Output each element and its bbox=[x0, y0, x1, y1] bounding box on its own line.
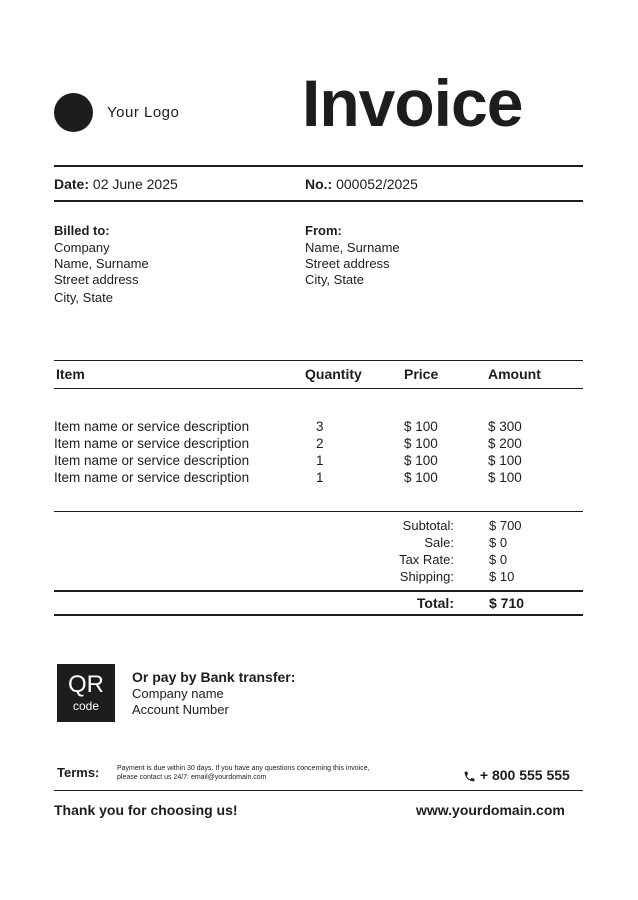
from-line: Street address bbox=[305, 256, 390, 271]
qr-code-subtext: code bbox=[72, 699, 100, 713]
table-cell-price: $ 100 bbox=[404, 419, 438, 434]
terms-label: Terms: bbox=[57, 765, 100, 780]
column-header-quantity: Quantity bbox=[305, 366, 362, 382]
table-cell-amount: $ 100 bbox=[488, 470, 522, 485]
column-header-price: Price bbox=[404, 366, 439, 382]
table-cell-item: Item name or service description bbox=[54, 470, 250, 485]
qr-code-text: QR bbox=[68, 671, 104, 698]
phone-contact bbox=[463, 767, 570, 783]
table-cell-amount: $ 200 bbox=[488, 436, 522, 451]
bank-transfer-heading: Or pay by Bank transfer: bbox=[132, 669, 296, 685]
price-column bbox=[404, 418, 438, 486]
totals-values bbox=[489, 517, 522, 585]
logo-circle bbox=[54, 93, 93, 132]
divider-meta-bottom bbox=[54, 200, 583, 202]
thank-you-text: Thank you for choosing us! bbox=[54, 802, 238, 818]
billed-to-label: Billed to: bbox=[54, 223, 110, 238]
table-cell-item: Item name or service description bbox=[54, 419, 250, 434]
number-value: 000052/2025 bbox=[336, 176, 418, 192]
totals-labels bbox=[334, 517, 454, 585]
column-header-amount: Amount bbox=[488, 366, 541, 382]
bank-transfer-block bbox=[132, 668, 295, 718]
number-label: No.: bbox=[305, 176, 333, 192]
billed-to-line: City, State bbox=[54, 290, 114, 305]
table-cell-qty: 3 bbox=[316, 419, 324, 434]
billed-to-block bbox=[54, 222, 149, 306]
table-header-bottom-rule bbox=[54, 388, 583, 389]
subtotal-value: $ 700 bbox=[489, 518, 522, 533]
total-label: Total: bbox=[416, 595, 454, 611]
tax-rate-label: Tax Rate: bbox=[399, 552, 454, 567]
website-link[interactable]: www.yourdomain.com bbox=[416, 802, 565, 818]
billed-to-line: Name, Surname bbox=[54, 256, 149, 271]
from-label: From: bbox=[305, 223, 342, 238]
from-line: Name, Surname bbox=[305, 240, 400, 255]
total-value: $ 710 bbox=[489, 595, 525, 611]
date-label: Date: bbox=[54, 176, 90, 192]
table-cell-price: $ 100 bbox=[404, 453, 438, 468]
subtotal-label: Subtotal: bbox=[402, 518, 454, 533]
total-bottom-rule bbox=[54, 614, 583, 616]
item-column bbox=[54, 418, 324, 486]
phone-icon bbox=[463, 770, 476, 783]
table-cell-price: $ 100 bbox=[404, 470, 438, 485]
date-row bbox=[54, 176, 178, 192]
bank-company-name: Company name bbox=[132, 686, 224, 701]
table-cell-qty: 1 bbox=[316, 453, 324, 468]
totals-top-rule bbox=[54, 511, 583, 512]
sale-label: Sale: bbox=[424, 535, 454, 550]
billed-to-line: Street address bbox=[54, 272, 139, 287]
table-cell-qty: 2 bbox=[316, 436, 324, 451]
column-header-item: Item bbox=[56, 366, 85, 382]
invoice-title: Invoice bbox=[302, 66, 523, 140]
from-line: City, State bbox=[305, 272, 365, 287]
number-row bbox=[305, 176, 418, 192]
total-top-rule bbox=[54, 590, 583, 592]
quantity-column bbox=[316, 418, 324, 486]
amount-column bbox=[488, 418, 522, 486]
phone-number: + 800 555 555 bbox=[479, 767, 570, 783]
shipping-value: $ 10 bbox=[489, 569, 515, 584]
table-cell-qty: 1 bbox=[316, 470, 324, 485]
terms-text bbox=[117, 764, 370, 782]
divider-top bbox=[54, 165, 583, 167]
billed-to-line: Company bbox=[54, 240, 110, 255]
table-cell-amount: $ 100 bbox=[488, 453, 522, 468]
table-cell-price: $ 100 bbox=[404, 436, 438, 451]
table-cell-item: Item name or service description bbox=[54, 436, 250, 451]
table-cell-item: Item name or service description bbox=[54, 453, 250, 468]
terms-line: please contact us 24/7: email@yourdomain.com bbox=[117, 774, 267, 781]
sale-value: $ 0 bbox=[489, 535, 508, 550]
bank-account-number: Account Number bbox=[132, 702, 229, 717]
from-block bbox=[305, 222, 400, 288]
terms-line: Payment is due within 30 days. If you have any questions concerning this invoice, bbox=[117, 765, 370, 772]
table-header-top-rule bbox=[54, 360, 583, 361]
logo-text: Your Logo bbox=[107, 104, 180, 121]
footer-rule bbox=[54, 790, 583, 791]
tax-rate-value: $ 0 bbox=[489, 552, 508, 567]
shipping-label: Shipping: bbox=[399, 569, 454, 584]
qr-code-placeholder bbox=[57, 664, 115, 722]
date-value: 02 June 2025 bbox=[92, 176, 178, 192]
table-cell-amount: $ 300 bbox=[488, 419, 522, 434]
